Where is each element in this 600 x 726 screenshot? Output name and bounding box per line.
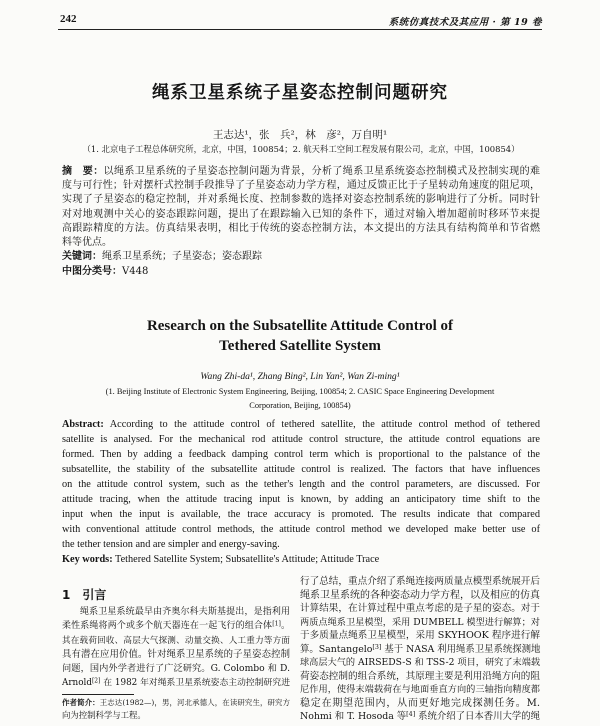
- keywords-en-line: [62, 552, 540, 567]
- footnote-line-text: 向为控制科学与工程。: [62, 710, 146, 720]
- abstract-en: [62, 417, 540, 552]
- affiliation-en-line: [70, 399, 530, 413]
- journal-running-header: 系统仿真技术及其应用 · 第 19 卷: [388, 17, 542, 28]
- footnote-line: [62, 697, 290, 709]
- abstract-cn-line-text: 度与可行性；针对摆杆式控制手段推导了子星姿态动力学方程，通过反馈正比于子星转动角速度的阻尼项，: [62, 180, 540, 192]
- abstract-cn-line-text: 以绳系卫星系统的子星姿态控制问题为背景，分析了绳系卫星系统姿态控制模式及控制实现的难: [103, 166, 541, 177]
- footnote-rule: [62, 694, 134, 695]
- clc-number: [62, 265, 540, 279]
- abstract-en-line: [62, 477, 540, 492]
- abstract-cn-line-text: 对对地观测中关心的姿态跟踪问题，提出了在跟踪输入已知的条件下，通过对输入增加超前时移环节来提: [62, 208, 540, 220]
- body-line: [62, 605, 290, 619]
- abstract-en-line-text: input when the input is available, the trace accuracy is promoted. The results indicate that compared: [62, 509, 540, 520]
- body-line-text: Nohmi 和 T. Hosoda 等[4] 系统介绍了日本香川大学的绳: [300, 710, 541, 722]
- abstract-en-line-text: According to the attitude control of tethered satellite, the attitude control method of tethered: [103, 419, 540, 430]
- abstract-en-line-text: subsatellite, the stability of the subsatellite attitude control is realized. The factors that have influences: [62, 464, 540, 475]
- abstract-en-line-text: formed. Then by adding a feedback damping control term which is proportional to the palstance of the: [62, 449, 540, 460]
- body-line: [300, 616, 540, 630]
- affiliation-cn: （1. 北京电子工程总体研究所，北京，中国，100854；2. 航天科工空间工程发展有限公司，北京，中国，100854）: [82, 144, 520, 154]
- body-line-text: 行了总结，重点介绍了系绳连接两质量点模型系统展开后: [300, 576, 540, 587]
- title-en-line-text: Research on the Subsatellite Attitude Control of: [146, 318, 454, 334]
- body-line: [62, 634, 290, 648]
- abstract-en-line-text: on the attitude control system, such as the tether's length and the control parameters, are discussed. For: [62, 479, 540, 490]
- abstract-cn-line-text: 实现了子星姿态的稳定控制，并对系绳长度、控制参数的选择对姿态控制系统的影响进行了分析。同时针: [62, 194, 540, 206]
- body-line-text: 绳系卫星系统的各种姿态动力学方程，以及相应的仿真: [300, 589, 540, 601]
- body-line-text: 柔性系绳将两个或多个航天器连在一起飞行的组合体[1]。: [62, 620, 290, 632]
- affiliation-en-line-text: Corporation, Beijing, 100854): [249, 401, 351, 410]
- body-line: [300, 656, 540, 670]
- authors-cn: 王志达¹，张 兵²，林 彦²，万自明¹: [212, 129, 388, 141]
- authors-en: Wang Zhi-da¹, Zhang Bing², Lin Yan², Wan Zi-ming¹: [200, 371, 400, 382]
- abstract-en-label: Abstract:: [62, 419, 104, 430]
- title-en-line: [40, 316, 560, 336]
- body-line: [300, 629, 540, 643]
- body-line-text: 两质点绳系卫星模型，采用 DUMBELL 模型进行解算；对: [300, 616, 540, 628]
- body-line-text: 问题，国内外学者进行了广泛研究。G. Colombo 和 D.: [62, 663, 290, 675]
- abstract-en-line: [62, 417, 540, 432]
- abstract-cn-line-text: 高跟踪精度的方法。仿真结果表明，相比于传统的姿态控制方法，本文提出的方法具有结构简单和节省燃: [62, 222, 540, 234]
- abstract-en-line: [62, 492, 540, 507]
- section-heading: 1 引言: [62, 588, 107, 602]
- body-line-text: 计算结果，在计算过程中重点考虑的是子星的姿态。对于: [300, 603, 540, 614]
- body-line-text: 绳系卫星系统最早由齐奥尔科夫斯基提出，是指利用: [80, 607, 290, 617]
- abstract-en-line-text: the tether tension and are simpler and energy-saving.: [62, 539, 280, 550]
- abstract-cn-line: [62, 193, 540, 207]
- abstract-en-line: [62, 537, 540, 552]
- abstract-en-line: [62, 522, 540, 537]
- page-number: 242: [60, 13, 77, 25]
- body-column-left: [62, 605, 290, 691]
- clc-label: 中图分类号：: [62, 265, 122, 277]
- footnote-line-text: 王志达(1982—)，男，河北承德人，在读研究生，研究方: [99, 698, 290, 707]
- body-line: [300, 710, 540, 724]
- abstract-en-line-text: with conventional attitude control methods, the attitude control method we developed make better use of: [62, 524, 540, 535]
- body-line: [62, 676, 290, 690]
- body-line: [300, 589, 540, 603]
- body-line-text: 荷姿态控制的组合系统，其原理主要是利用沿绳方向的阻: [300, 670, 540, 682]
- clc-line: [62, 265, 540, 279]
- keywords-cn: [62, 250, 540, 264]
- abstract-en-line-text: attitude tracing, when the attitude tracing input is known, by adding an anticipatory time shift to the: [62, 494, 540, 505]
- author-footnote: [62, 697, 290, 721]
- title-en: [40, 316, 560, 356]
- keywords-cn-text: 绳系卫星系统；子星姿态；姿态跟踪: [102, 251, 262, 262]
- body-line-text: 球高层大气的 AIRSEDS-S 和 TSS-2 项目，研究了末端载: [300, 657, 541, 668]
- body-line: [300, 683, 540, 697]
- keywords-cn-line: [62, 250, 540, 264]
- body-line-text: 尼作用，使得末端载荷在与地面垂直方向的三轴指向精度都: [300, 684, 540, 695]
- keywords-en-label: Key words:: [62, 554, 113, 565]
- title-en-line-text: Tethered Satellite System: [219, 338, 381, 354]
- abstract-cn: [62, 165, 540, 250]
- abstract-en-line: [62, 507, 540, 522]
- body-line: [300, 670, 540, 684]
- clc-text: V448: [122, 265, 149, 277]
- keywords-en: [62, 552, 540, 567]
- body-line: [62, 619, 290, 633]
- body-line-text: Arnold[2] 在 1982 年对绳系卫星系统姿态主动控制研究进: [62, 677, 290, 689]
- affiliation-en-line: [70, 385, 530, 399]
- abstract-cn-line: [62, 208, 540, 222]
- abstract-cn-line: [62, 179, 540, 193]
- abstract-cn-line-text: 料等优点。: [62, 237, 112, 249]
- keywords-en-text: Tethered Satellite System; Subsatellite's Attitude; Attitude Trace: [112, 554, 380, 565]
- title-cn: 绳系卫星系统子星姿态控制问题研究: [152, 83, 448, 103]
- body-line: [62, 648, 290, 662]
- abstract-cn-line: [62, 236, 540, 250]
- keywords-cn-label: 关键词：: [62, 251, 102, 262]
- footnote-line: [62, 709, 290, 721]
- body-line-text: 于多质量点绳系卫星模型，采用 SKYHOOK 程序进行解: [300, 630, 540, 641]
- body-line-text: 算。Santangelo[3] 基于 NASA 利用绳系卫星系统探测地: [300, 642, 541, 655]
- affiliation-en: [70, 385, 530, 413]
- affiliation-en-line-text: (1. Beijing Institute of Electronic System Engineering, Beijing, 100854; 2. CASIC Space Engineering Development: [105, 387, 495, 396]
- abstract-en-line: [62, 462, 540, 477]
- body-line: [300, 575, 540, 589]
- body-line: [300, 643, 540, 657]
- abstract-en-line: [62, 447, 540, 462]
- body-line: [300, 697, 540, 711]
- header-rule: [58, 29, 542, 30]
- body-line: [300, 602, 540, 616]
- body-line-text: 其在载荷回收、高层大气探测、动量交换、人工重力等方面: [62, 635, 290, 646]
- body-line-text: 具有潜在应用价值。针对绳系卫星系统的子星姿态控制: [62, 648, 290, 660]
- footnote-label: 作者简介：: [62, 698, 100, 707]
- body-line: [62, 662, 290, 676]
- abstract-cn-line: [62, 165, 540, 179]
- body-line-text: 稳定在期望范围内，从而更好地完成探测任务。M.: [300, 697, 540, 709]
- body-column-right: [300, 575, 540, 724]
- abstract-en-line-text: satellite is analysed. For the mechanical rod attitude control structure, the attitude control equations are: [62, 434, 540, 445]
- title-en-line: [40, 336, 560, 356]
- abstract-cn-label: 摘 要：: [62, 166, 104, 177]
- abstract-en-line: [62, 432, 540, 447]
- abstract-cn-line: [62, 222, 540, 236]
